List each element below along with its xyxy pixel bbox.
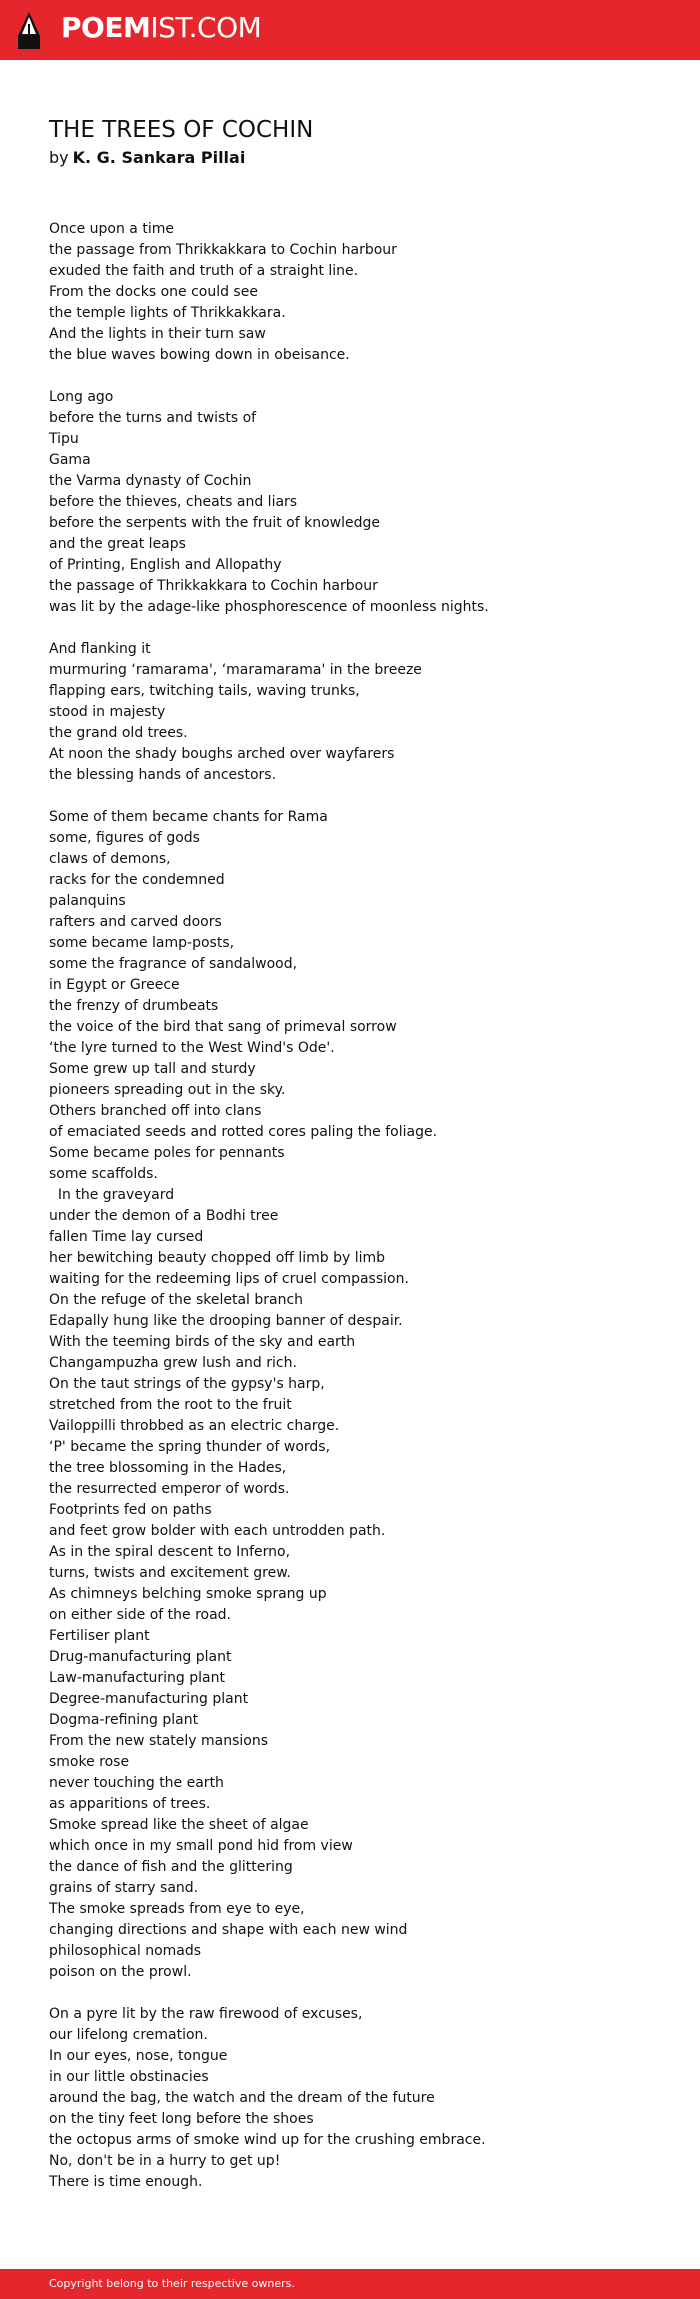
poem-line: Edapally hung like the drooping banner of despair. bbox=[49, 1313, 403, 1329]
poem-line: as apparitions of trees. bbox=[49, 1796, 211, 1812]
poem-line: exuded the faith and truth of a straight line. bbox=[49, 263, 359, 279]
poem-stanza bbox=[49, 387, 669, 618]
poem-line: on either side of the road. bbox=[49, 1607, 232, 1623]
poem-stanza bbox=[49, 639, 669, 786]
poem-line: Tipu bbox=[49, 431, 79, 447]
copyright-text: Copyright belong to their respective owners. bbox=[49, 2277, 295, 2290]
poem-line: Vailoppilli throbbed as an electric charge. bbox=[49, 1418, 340, 1434]
logo-bold-text: POEM bbox=[61, 11, 151, 44]
poem-line: some became lamp-posts, bbox=[49, 935, 235, 951]
poem-line: poison on the prowl. bbox=[49, 1964, 192, 1980]
poem-line: some scaffolds. bbox=[49, 1166, 158, 1182]
poem-line: the Varma dynasty of Cochin bbox=[49, 473, 252, 489]
poem-line: the tree blossoming in the Hades, bbox=[49, 1460, 287, 1476]
poem-line: Some grew up tall and sturdy bbox=[49, 1061, 256, 1077]
poem-line: of Printing, English and Allopathy bbox=[49, 557, 282, 573]
poem-line: With the teeming birds of the sky and earth bbox=[49, 1334, 356, 1350]
poem-line: the resurrected emperor of words. bbox=[49, 1481, 290, 1497]
poem-line: the temple lights of Thrikkakkara. bbox=[49, 305, 286, 321]
poem-line: From the new stately mansions bbox=[49, 1733, 269, 1749]
poem-line: The smoke spreads from eye to eye, bbox=[49, 1901, 305, 1917]
poem-line: in our little obstinacies bbox=[49, 2069, 209, 2085]
poem-line: on the tiny feet long before the shoes bbox=[49, 2111, 314, 2127]
poem-line: On the refuge of the skeletal branch bbox=[49, 1292, 304, 1308]
poem-line: As in the spiral descent to Inferno, bbox=[49, 1544, 291, 1560]
poem-line: palanquins bbox=[49, 893, 126, 909]
poem-line: Gama bbox=[49, 452, 91, 468]
poem-line: before the turns and twists of bbox=[49, 410, 257, 426]
poem-line: Fertiliser plant bbox=[49, 1628, 150, 1644]
poem-line: No, don't be in a hurry to get up! bbox=[49, 2153, 281, 2169]
poem-line: the blessing hands of ancestors. bbox=[49, 767, 277, 783]
site-logo[interactable] bbox=[61, 11, 261, 45]
poem-line: in Egypt or Greece bbox=[49, 977, 180, 993]
poem-byline bbox=[49, 148, 245, 168]
poem-line: the blue waves bowing down in obeisance. bbox=[49, 347, 350, 363]
poem-line: the passage from Thrikkakkara to Cochin harbour bbox=[49, 242, 397, 258]
poem-line: and the great leaps bbox=[49, 536, 186, 552]
by-label: by bbox=[49, 148, 69, 167]
poem-line: On the taut strings of the gypsy's harp, bbox=[49, 1376, 325, 1392]
poem-line: Smoke spread like the sheet of algae bbox=[49, 1817, 309, 1833]
poem-line: our lifelong cremation. bbox=[49, 2027, 208, 2043]
poem-line: ‘P' became the spring thunder of words, bbox=[49, 1439, 331, 1455]
poem-line: grains of starry sand. bbox=[49, 1880, 199, 1896]
poem-line: before the thieves, cheats and liars bbox=[49, 494, 298, 510]
poem-line: the voice of the bird that sang of primeval sorrow bbox=[49, 1019, 397, 1035]
poem-line: turns, twists and excitement grew. bbox=[49, 1565, 291, 1581]
poem-body bbox=[49, 219, 669, 2214]
poem-line: fallen Time lay cursed bbox=[49, 1229, 204, 1245]
poem-line: Changampuzha grew lush and rich. bbox=[49, 1355, 297, 1371]
poem-line: her bewitching beauty chopped off limb by limb bbox=[49, 1250, 386, 1266]
poem-line: In the graveyard bbox=[49, 1187, 175, 1203]
poem-line: As chimneys belching smoke sprang up bbox=[49, 1586, 327, 1602]
author-name[interactable]: K. G. Sankara Pillai bbox=[72, 148, 246, 167]
poem-line: Once upon a time bbox=[49, 221, 174, 237]
poem-line: and feet grow bolder with each untrodden path. bbox=[49, 1523, 386, 1539]
poem-line: On a pyre lit by the raw firewood of excuses, bbox=[49, 2006, 363, 2022]
site-header bbox=[0, 0, 700, 60]
poem-line: ‘the lyre turned to the West Wind's Ode'. bbox=[49, 1040, 335, 1056]
poem-line: And flanking it bbox=[49, 641, 151, 657]
poem-line: In our eyes, nose, tongue bbox=[49, 2048, 228, 2064]
poem-line: around the bag, the watch and the dream of the future bbox=[49, 2090, 435, 2106]
poem-line: the passage of Thrikkakkara to Cochin harbour bbox=[49, 578, 378, 594]
poem-line: under the demon of a Bodhi tree bbox=[49, 1208, 279, 1224]
poem-line: smoke rose bbox=[49, 1754, 130, 1770]
pen-nib-icon[interactable] bbox=[17, 12, 41, 50]
poem-line: changing directions and shape with each new wind bbox=[49, 1922, 408, 1938]
poem-line: Degree-manufacturing plant bbox=[49, 1691, 249, 1707]
poem-stanza bbox=[49, 2004, 669, 2193]
poem-line: the octopus arms of smoke wind up for the crushing embrace. bbox=[49, 2132, 486, 2148]
poem-line: never touching the earth bbox=[49, 1775, 224, 1791]
poem-line: rafters and carved doors bbox=[49, 914, 222, 930]
logo-light-text: IST.COM bbox=[150, 11, 262, 44]
poem-line: which once in my small pond hid from view bbox=[49, 1838, 353, 1854]
poem-line: murmuring ‘ramarama', ‘maramarama' in the breeze bbox=[49, 662, 422, 678]
poem-line: And the lights in their turn saw bbox=[49, 326, 266, 342]
poem-line: of emaciated seeds and rotted cores paling the foliage. bbox=[49, 1124, 438, 1140]
poem-line: Law-manufacturing plant bbox=[49, 1670, 225, 1686]
poem-stanza bbox=[49, 807, 669, 1983]
poem-line: From the docks one could see bbox=[49, 284, 258, 300]
poem-line: There is time enough. bbox=[49, 2174, 203, 2190]
poem-line: Some became poles for pennants bbox=[49, 1145, 285, 1161]
poem-line: Drug-manufacturing plant bbox=[49, 1649, 232, 1665]
poem-line: some, figures of gods bbox=[49, 830, 200, 846]
poem-line: Some of them became chants for Rama bbox=[49, 809, 328, 825]
poem-line: At noon the shady boughs arched over wayfarers bbox=[49, 746, 395, 762]
poem-line: Others branched off into clans bbox=[49, 1103, 262, 1119]
poem-line: Dogma-refining plant bbox=[49, 1712, 199, 1728]
poem-line: racks for the condemned bbox=[49, 872, 225, 888]
poem-line: claws of demons, bbox=[49, 851, 171, 867]
poem-line: Footprints fed on paths bbox=[49, 1502, 212, 1518]
poem-line: the frenzy of drumbeats bbox=[49, 998, 219, 1014]
poem-line: the dance of fish and the glittering bbox=[49, 1859, 293, 1875]
poem-line: stood in majesty bbox=[49, 704, 166, 720]
site-footer bbox=[0, 2269, 700, 2299]
poem-line: philosophical nomads bbox=[49, 1943, 202, 1959]
poem-line: Long ago bbox=[49, 389, 114, 405]
poem-line: pioneers spreading out in the sky. bbox=[49, 1082, 286, 1098]
poem-line: some the fragrance of sandalwood, bbox=[49, 956, 298, 972]
poem-line: was lit by the adage-like phosphorescence of moonless nights. bbox=[49, 599, 489, 615]
poem-line: the grand old trees. bbox=[49, 725, 188, 741]
poem-line: waiting for the redeeming lips of cruel compassion. bbox=[49, 1271, 409, 1287]
poem-line: stretched from the root to the fruit bbox=[49, 1397, 292, 1413]
poem-line: before the serpents with the fruit of knowledge bbox=[49, 515, 380, 531]
poem-title: THE TREES OF COCHIN bbox=[49, 117, 314, 143]
poem-line: flapping ears, twitching tails, waving trunks, bbox=[49, 683, 360, 699]
poem-stanza bbox=[49, 219, 669, 366]
